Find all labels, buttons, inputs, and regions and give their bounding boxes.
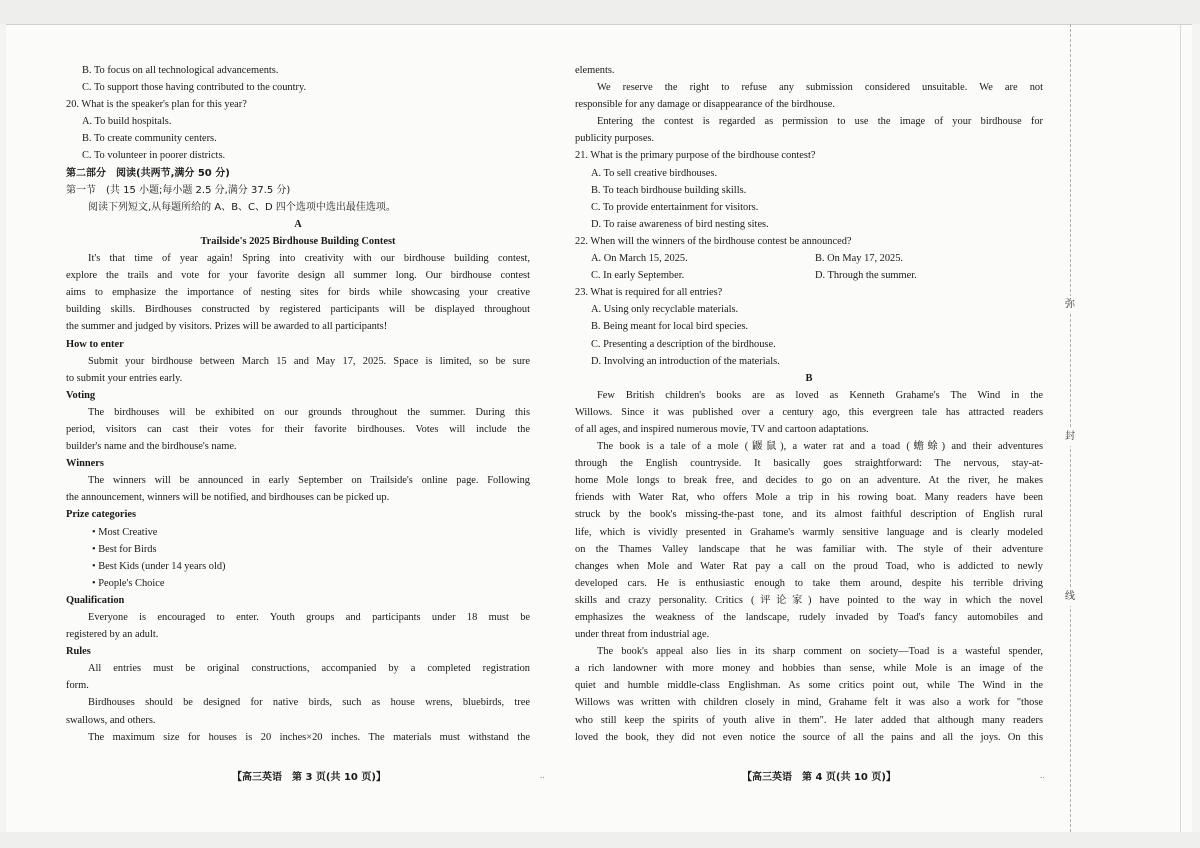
passage-label-a: A <box>294 218 302 230</box>
page-footer-3: 【高三英语 第 3 页(共 10 页)】 <box>232 772 386 783</box>
option-line: C. To provide entertainment for visitors. <box>591 201 759 213</box>
body-line: through the English countryside. It basically goes straightforward: The nervous, stay-at- <box>575 458 1043 470</box>
option-line: C. To volunteer in poorer districts. <box>82 150 226 162</box>
body-line: explore the trails and vote for your favorite design all summer long. Our birdhouse contest <box>66 270 530 282</box>
body-line: swallows, and others. <box>66 714 156 726</box>
page-dots: .. <box>540 770 545 780</box>
question-22: 22. When will the winners of the birdhouse contest be announced? <box>575 235 852 247</box>
section-heading: 第二部分 阅读(共两节,满分 50 分) <box>66 167 230 179</box>
body-line: The book is a tale of a mole (鼹鼠), a water rat and a toad (蟾蜍) and their adventures <box>597 441 1043 453</box>
option-row <box>575 250 1043 267</box>
body-line: on the Thames Valley landscape that he was familiar with. The style of their adventure <box>575 543 1043 555</box>
seal-mark-feng: 封 <box>1061 428 1079 446</box>
heading-rules: Rules <box>66 646 91 658</box>
passage-label-b: B <box>805 372 813 384</box>
scan-top-margin <box>0 0 1200 24</box>
option-line: A. Using only recyclable materials. <box>591 304 739 316</box>
body-line: friends with Water Rat, who offers Mole a trip in his rowing boat. Many readers have been <box>575 492 1043 504</box>
option-line: B. Being meant for local bird species. <box>591 321 748 333</box>
body-line: responsible for any damage or disappearance of the birdhouse. <box>575 99 835 111</box>
body-line: emphasizes the weakness of the landscape, rudely invaded by Toad's fancy automobiles and <box>575 612 1043 623</box>
body-line: who still keep the spirits of youth alive in them". He later added that although many readers <box>575 714 1043 726</box>
body-line: All entries must be original constructions, accompanied by a completed registration <box>88 663 530 675</box>
body-line: under threat from industrial age. <box>575 629 710 641</box>
page-footer-4: 【高三英语 第 4 页(共 10 页)】 <box>742 772 896 783</box>
body-line: The winners will be announced in early September on Trailside's online page. Following <box>88 475 530 487</box>
body-line: developed cars. He is enthusiastic enough to take them around, despite his terrible driving <box>575 577 1043 589</box>
prize-item: • People's Choice <box>92 577 165 589</box>
body-line: The maximum size for houses is 20 inches×20 inches. The materials must withstand the <box>88 731 530 743</box>
option-line: A. To sell creative birdhouses. <box>591 167 718 179</box>
option-line: B. To teach birdhouse building skills. <box>591 184 747 196</box>
page-dots: .. <box>1040 770 1045 780</box>
option-line: C. Presenting a description of the birdhouse. <box>591 338 776 350</box>
passage-title: Trailside's 2025 Birdhouse Building Contest <box>200 235 396 247</box>
body-line: Birdhouses should be designed for native birds, such as house wrens, bluebirds, tree <box>88 697 530 709</box>
scan-bottom-margin <box>0 832 1200 848</box>
option-line: A. On March 15, 2025. <box>591 253 688 265</box>
sheet-right-edge <box>1180 24 1181 832</box>
body-line: skills and crazy personality. Critics (评论家) have pointed to the way in which the novel <box>575 594 1043 606</box>
seal-mark-mi: 弥 <box>1061 296 1079 314</box>
seal-mark-xian: 线 <box>1061 588 1079 606</box>
body-line: It's that time of year again! Spring into creativity with our birdhouse building contest, <box>88 253 530 265</box>
body-line: The book's appeal also lies in its sharp comment on society—Toad is a wasteful spender, <box>597 646 1043 658</box>
body-line: struck by the book's missing-the-past tone, and its almost faithful description of English rural <box>575 509 1043 521</box>
body-line: Willows was written with children closely in mind, Grahame felt it was also a work for "those <box>575 697 1043 709</box>
prize-item: • Most Creative <box>92 526 158 538</box>
heading-prize-categories: Prize categories <box>66 509 137 521</box>
question-21: 21. What is the primary purpose of the birdhouse contest? <box>575 150 816 162</box>
option-line: A. To build hospitals. <box>82 116 172 128</box>
body-line: Submit your birdhouse between March 15 and May 17, 2025. Space is limited, so be sure <box>88 355 530 367</box>
body-line: loved the book, they did not even notice the source of all the pains and all the joys. On this <box>575 731 1043 743</box>
heading-qualification: Qualification <box>66 594 125 606</box>
option-line: C. In early September. <box>591 270 685 282</box>
body-line: We reserve the right to refuse any submission considered unsuitable. We are not <box>597 82 1043 94</box>
option-line: B. To create community centers. <box>82 133 217 145</box>
body-line: of all ages, and inspired numerous movie, TV and cartoon adaptations. <box>575 423 869 435</box>
body-line: period, visitors can cast their votes for their favorite birdhouses. Votes will include the <box>66 423 530 435</box>
body-line: the summer and judged by visitors. Prizes will be awarded to all participants! <box>66 321 388 333</box>
body-line: home Mole longs to break free, and decides to go on an adventure. At the river, he makes <box>575 475 1043 487</box>
option-line: D. To raise awareness of bird nesting sites. <box>591 218 769 230</box>
prize-item: • Best for Birds <box>92 543 157 555</box>
prize-item: • Best Kids (under 14 years old) <box>92 560 226 572</box>
body-line: a rich landowner with more money and hobbies than sense, while Mole is an image of the <box>575 663 1043 675</box>
body-line: Entering the contest is regarded as permission to use the image of your birdhouse for <box>597 116 1043 128</box>
body-line: publicity purposes. <box>575 133 655 145</box>
body-line: elements. <box>575 65 615 76</box>
body-line: builder's name and the birdhouse's name. <box>66 441 237 453</box>
left-page-column <box>66 62 530 746</box>
option-row <box>575 267 1043 284</box>
right-page-column <box>575 62 1043 746</box>
option-line: B. To focus on all technological advancements. <box>82 65 279 76</box>
option-line: D. Involving an introduction of the materials. <box>591 355 780 367</box>
heading-voting: Voting <box>66 389 96 401</box>
body-line: Everyone is encouraged to enter. Youth groups and participants under 18 must be <box>88 612 530 623</box>
body-line: form. <box>66 680 89 692</box>
body-line: quiet and humble middle-class Englishman. As some critics point out, while The Wind in the <box>575 680 1043 692</box>
option-line: B. On May 17, 2025. <box>815 253 904 265</box>
heading-how-to-enter: How to enter <box>66 338 124 350</box>
option-line: C. To support those having contributed to the country. <box>82 82 307 94</box>
option-line: D. Through the summer. <box>815 270 917 282</box>
instructions: 阅读下列短文,从每题所给的 A、B、C、D 四个选项中选出最佳选项。 <box>88 201 396 213</box>
heading-winners: Winners <box>66 458 104 470</box>
body-line: changes when Mole and Water Rat pay a call on the proud Toad, who is addicted to newly <box>575 560 1043 572</box>
question-20: 20. What is the speaker's plan for this year? <box>66 99 247 111</box>
question-23: 23. What is required for all entries? <box>575 287 723 299</box>
body-line: to submit your entries early. <box>66 372 183 384</box>
body-line: building skills. Birdhouses constructed by registered participants will be displayed throughout <box>66 304 530 316</box>
body-line: The birdhouses will be exhibited on our grounds throughout the summer. During this <box>88 406 530 418</box>
body-line: the announcement, winners will be notified, and birdhouses can be picked up. <box>66 492 390 504</box>
body-line: registered by an adult. <box>66 629 159 641</box>
body-line: Few British children's books are as loved as Kenneth Grahame's The Wind in the <box>597 389 1043 401</box>
body-line: aims to emphasize the importance of nesting sites for birds while showcasing your creative <box>66 287 530 299</box>
body-line: life, which is vividly presented in Grahame's warmly sensitive language and is clearly modeled <box>575 526 1043 538</box>
subsection-heading: 第一节 (共 15 小题;每小题 2.5 分,满分 37.5 分) <box>66 184 291 196</box>
body-line: Willows. Since it was published over a century ago, this evergreen tale has attracted readers <box>575 406 1043 418</box>
